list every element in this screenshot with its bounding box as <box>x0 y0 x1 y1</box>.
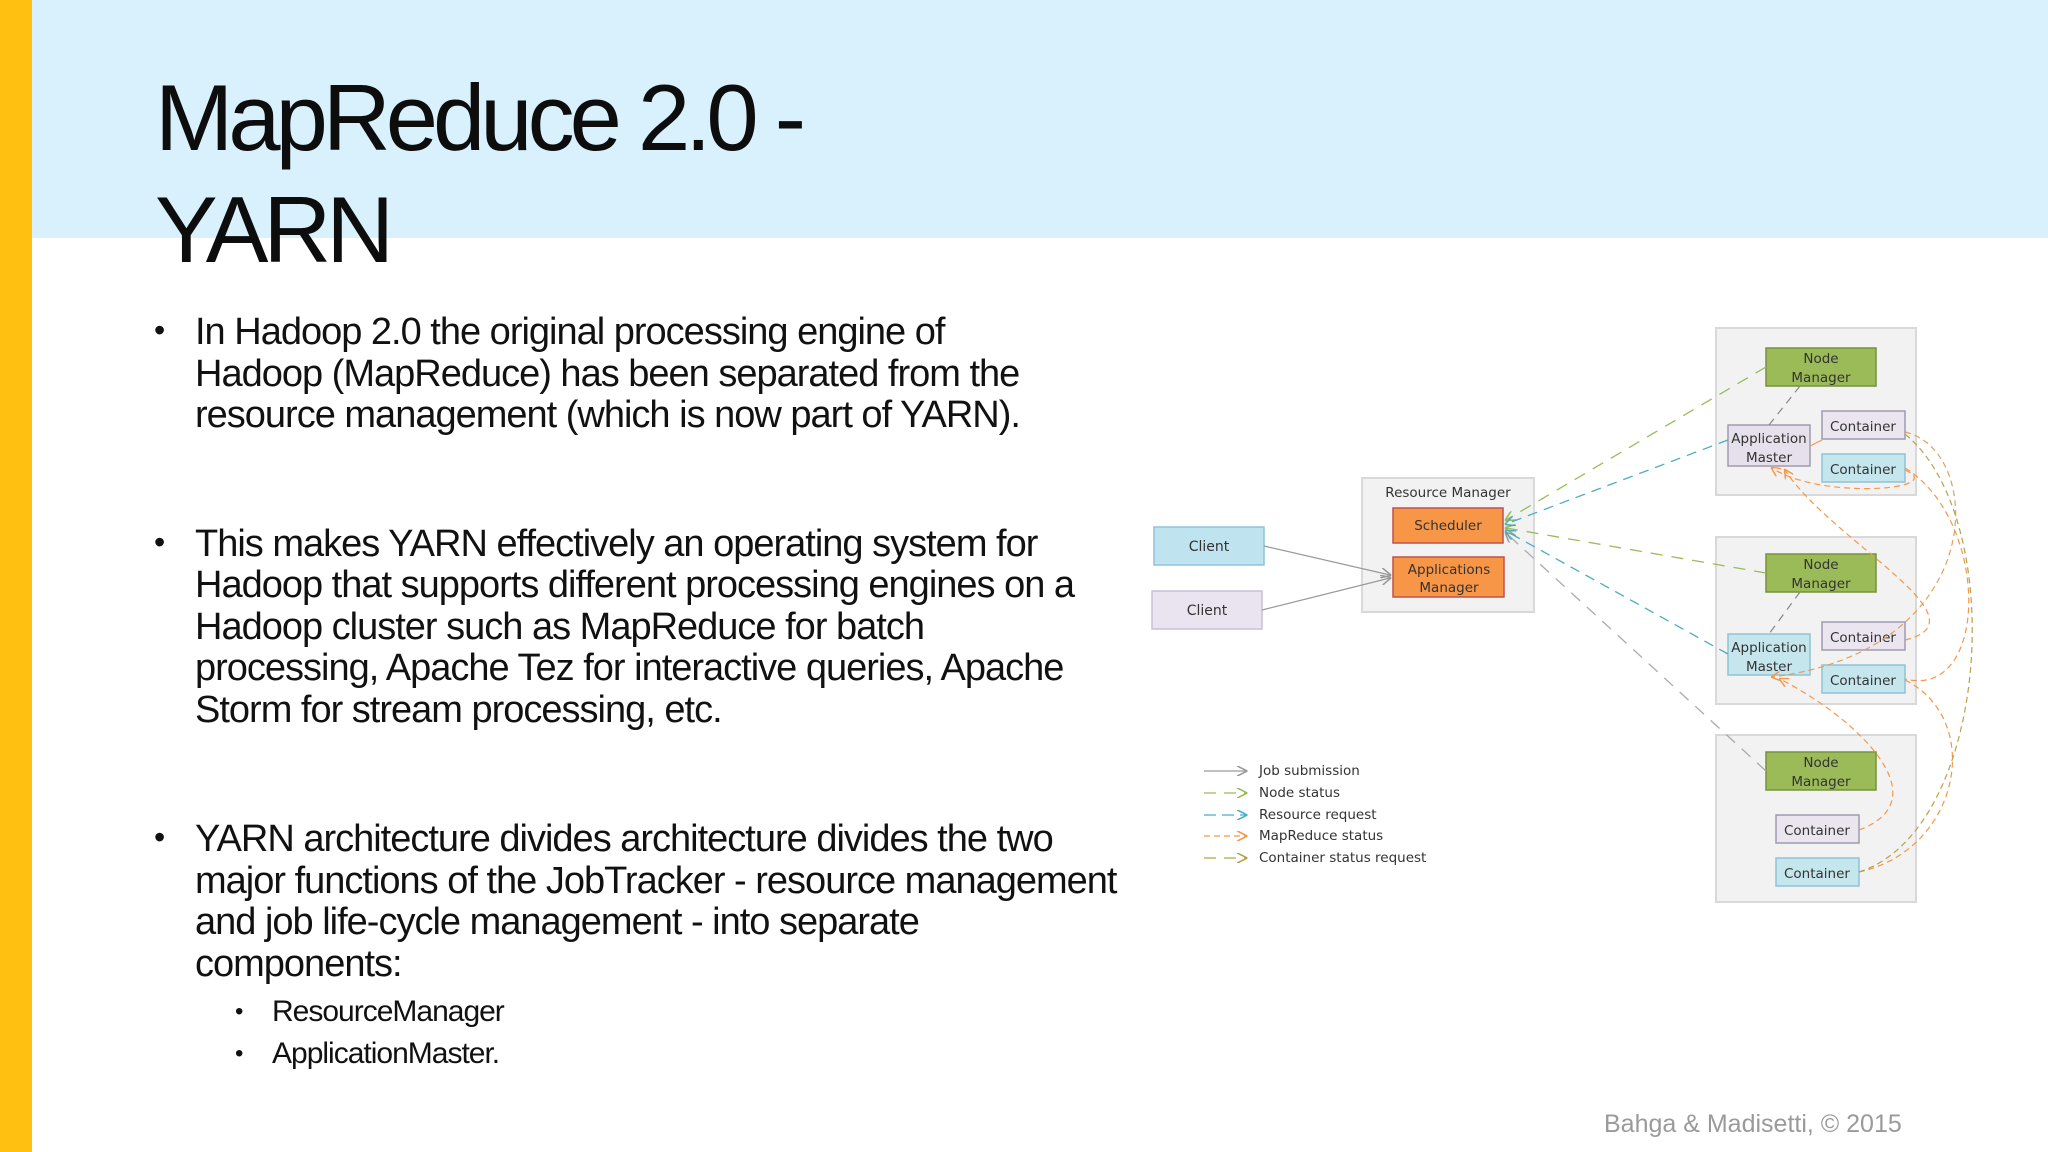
container-3b-label: Container <box>1784 866 1850 882</box>
node-manager-3-label-1: Node <box>1803 755 1839 771</box>
footer-credit: Bahga & Madisetti, © 2015 <box>1604 1110 1902 1138</box>
scheduler-label: Scheduler <box>1414 518 1482 534</box>
resource-request-arrow-1 <box>1506 440 1728 524</box>
bullet-1 <box>150 312 1130 437</box>
container-2b-label: Container <box>1830 673 1896 689</box>
legend-mapreduce-status-text: MapReduce status <box>1259 828 1384 844</box>
bullet-dot: • <box>154 819 165 855</box>
bullet-list <box>150 312 1130 1075</box>
diagram-legend <box>1204 763 1426 866</box>
node-manager-1-label-2: Manager <box>1791 370 1851 386</box>
bullet-2-line-4: processing, Apache Tez for interactive queries, Apache <box>195 647 1064 689</box>
container-2a-label: Container <box>1830 630 1896 646</box>
bullet-dot: • <box>154 523 165 560</box>
bullet-1-line-2: Hadoop (MapReduce) has been separated from the <box>195 352 1020 395</box>
sub-bullet-2-text: ApplicationMaster. <box>272 1037 500 1070</box>
sub-bullet-dot: • <box>235 998 243 1025</box>
bullet-3-line-4: components: <box>195 942 402 985</box>
left-accent-bar <box>0 0 32 1152</box>
bullet-2-line-2: Hadoop that supports different processing engines on a <box>195 564 1075 606</box>
node-manager-2-label-2: Manager <box>1791 576 1851 592</box>
legend-container-status-text: Container status request <box>1259 850 1427 866</box>
app-master-2-label-1: Application <box>1731 640 1807 656</box>
container-1b-label: Container <box>1830 462 1896 478</box>
node-manager-2-label-1: Node <box>1803 557 1839 573</box>
bullet-3 <box>150 819 1130 1075</box>
legend-resource-request-text: Resource request <box>1259 807 1377 823</box>
app-master-1-label-1: Application <box>1731 431 1807 447</box>
applications-manager-label-1: Applications <box>1407 562 1491 578</box>
node-manager-1-label-1: Node <box>1803 351 1839 367</box>
bullet-3-line-1: YARN architecture divides architecture divides the two <box>195 818 1053 860</box>
legend-job-submission-text: Job submission <box>1259 763 1360 779</box>
applications-manager-label-2: Manager <box>1419 580 1479 596</box>
client-1-label: Client <box>1188 539 1230 555</box>
sub-bullet-list <box>195 991 1130 1075</box>
sub-bullet-1-text: ResourceManager <box>272 995 504 1028</box>
node-manager-3-label-2: Manager <box>1791 774 1851 790</box>
bullet-2-line-3: Hadoop cluster such as MapReduce for batch <box>195 605 924 648</box>
client-2-label: Client <box>1186 603 1228 619</box>
container-1a-label: Container <box>1830 419 1896 435</box>
slide-title <box>155 62 955 286</box>
bullet-3-line-3: and job life-cycle management - into separate <box>195 901 919 943</box>
yarn-architecture-diagram <box>1140 320 2000 920</box>
bullet-2-line-1: This makes YARN effectively an operating system for <box>195 522 1038 565</box>
app-master-1-label-2: Master <box>1745 450 1793 466</box>
bullet-1-line-1: In Hadoop 2.0 the original processing engine of <box>195 311 945 353</box>
legend-node-status-text: Node status <box>1259 785 1341 801</box>
bullet-2 <box>150 524 1130 732</box>
app-master-2-label-2: Master <box>1745 659 1793 675</box>
sub-bullet-1 <box>195 991 1130 1033</box>
bullet-1-line-3: resource management (which is now part of YARN). <box>195 394 1020 436</box>
bullet-dot: • <box>154 312 165 348</box>
sub-bullet-2 <box>195 1033 1130 1075</box>
bullet-3-line-2: major functions of the JobTracker - resource management <box>195 859 1117 902</box>
title-line-1: MapReduce 2.0 - <box>155 65 802 170</box>
title-line-2: YARN <box>155 177 390 282</box>
container-3a-label: Container <box>1784 823 1850 839</box>
resource-request-arrow-2 <box>1506 531 1728 654</box>
resource-manager-label: Resource Manager <box>1385 485 1511 501</box>
bullet-2-line-5: Storm for stream processing, etc. <box>195 688 722 731</box>
sub-bullet-dot: • <box>235 1040 243 1067</box>
